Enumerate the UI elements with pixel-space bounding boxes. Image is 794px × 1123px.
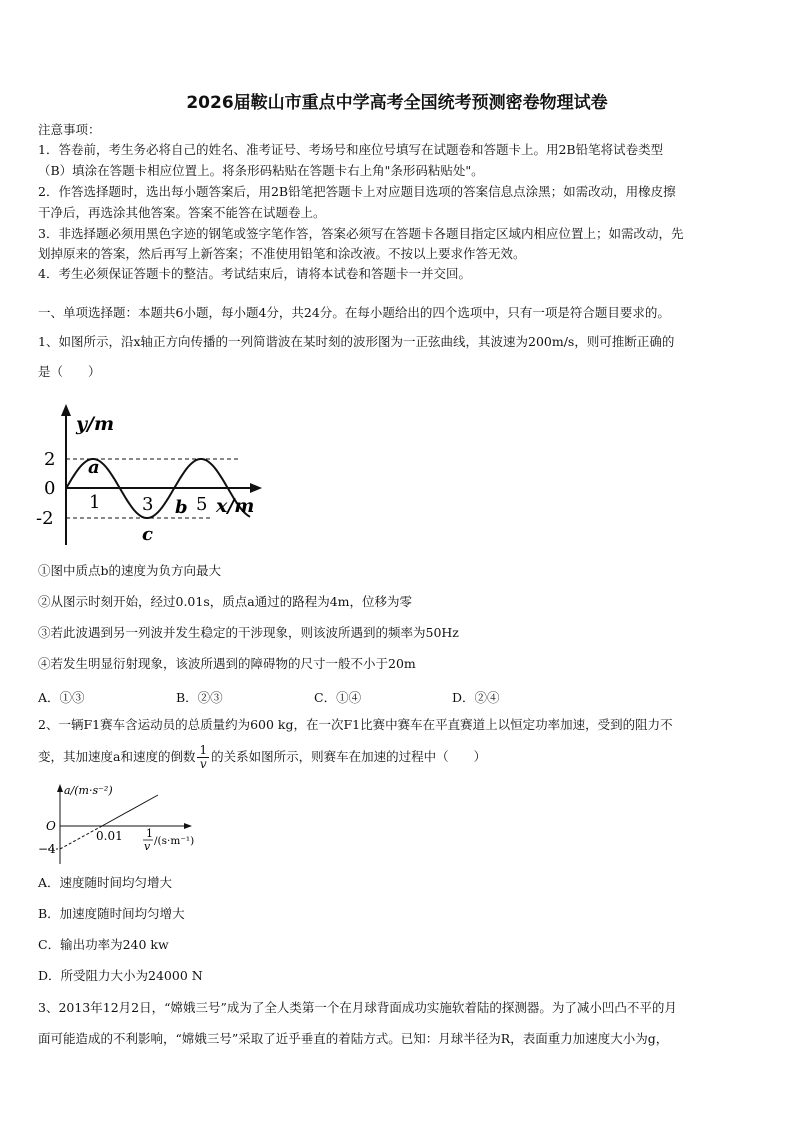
x-tick-001: 0.01 bbox=[96, 829, 123, 843]
point-label-b: b bbox=[175, 497, 188, 518]
notice-line: 1．答卷前，考生务必将自己的姓名、准考证号、考场号和座位号填写在试题卷和答题卡上。用2B铅笔将试卷类型 bbox=[38, 142, 664, 157]
fraction-denominator: v bbox=[199, 757, 207, 771]
notice-line: 3．非选择题必须用黑色字迹的钢笔或签字笔作答，答案必须写在答题卡各题目指定区域内相应位置上；如需改动，先 bbox=[38, 226, 684, 241]
y-axis-arrow-icon bbox=[61, 404, 71, 416]
statement: ④若发生明显衍射现象，该波所遇到的障碍物的尺寸一般不小于20m bbox=[38, 656, 416, 671]
notice-line: 划掉原来的答案，然后再写上新答案；不准使用铅笔和涂改液。不按以上要求作答无效。 bbox=[38, 246, 526, 261]
acceleration-figure bbox=[36, 782, 216, 866]
notice-heading: 注意事项： bbox=[38, 122, 101, 137]
stem-text: 的关系如图所示，则赛车在加速的过程中（ ） bbox=[211, 749, 487, 764]
section-heading: 一、单项选择题：本题共6小题，每小题4分，共24分。在每小题给出的四个选项中，只有一项是符合题目要求的。 bbox=[38, 305, 670, 320]
question-3-stem: 3、2013年12月2日，“嫦娥三号”成为了全人类第一个在月球背面成功实施软着陆的探测器。为了减小凹凸不平的月 bbox=[38, 1000, 677, 1015]
q2-option-a: A．速度随时间均匀增大 bbox=[38, 875, 173, 890]
x-axis-label-unit: /(s·m⁻¹) bbox=[154, 835, 195, 847]
x-axis-label-num: 1 bbox=[146, 827, 153, 840]
y-axis-arrow-icon bbox=[57, 784, 63, 792]
x-axis-arrow-icon bbox=[250, 483, 262, 493]
y-tick-2: 2 bbox=[44, 449, 56, 470]
q2-option-b: B．加速度随时间均匀增大 bbox=[38, 906, 185, 921]
fraction-1-over-v bbox=[197, 744, 209, 771]
statement: ①图中质点b的速度为负方向最大 bbox=[38, 563, 222, 578]
q1-option-b: B．②③ bbox=[176, 690, 223, 705]
origin-label: O bbox=[46, 819, 56, 833]
x-axis-label-den: v bbox=[144, 840, 151, 853]
notice-line: （B）填涂在答题卡相应位置上。将条形码粘贴在答题卡右上角"条形码粘贴处"。 bbox=[38, 163, 484, 178]
point-label-a: a bbox=[88, 457, 100, 478]
question-3-stem-cont: 面可能造成的不利影响，“嫦娥三号”采取了近乎垂直的着陆方式。已知：月球半径为R，表面重力加速度大小为g， bbox=[38, 1031, 669, 1046]
a-line bbox=[102, 795, 158, 826]
question-2-stem-cont bbox=[38, 744, 758, 771]
x-tick-1: 1 bbox=[89, 492, 101, 513]
notice-line: 4．考生必须保证答题卡的整洁。考试结束后，请将本试卷和答题卡一并交回。 bbox=[38, 266, 471, 281]
page-title: 2026届鞍山市重点中学高考全国统考预测密卷物理试卷 bbox=[186, 93, 608, 113]
notice-line: 2．作答选择题时，选出每小题答案后，用2B铅笔把答题卡上对应题目选项的答案信息点涂黑；如需改动，用橡皮擦 bbox=[38, 184, 676, 199]
q2-option-d: D．所受阻力大小为24000 N bbox=[38, 968, 203, 983]
notice-line: 干净后，再选涂其他答案。答案不能答在试题卷上。 bbox=[38, 205, 326, 220]
x-tick-5: 5 bbox=[196, 494, 208, 515]
statement: ②从图示时刻开始，经过0.01s，质点a通过的路程为4m，位移为零 bbox=[38, 594, 413, 609]
y-tick-0: 0 bbox=[44, 478, 56, 499]
y-axis-label: a/(m·s⁻²) bbox=[64, 784, 113, 797]
stem-text: 变，其加速度a和速度的倒数 bbox=[38, 749, 196, 764]
fraction-numerator: 1 bbox=[199, 743, 208, 757]
y-tick-neg4: −4 bbox=[38, 842, 56, 856]
q1-option-a: A．①③ bbox=[38, 690, 85, 705]
y-tick-neg2: -2 bbox=[36, 508, 54, 529]
x-tick-3: 3 bbox=[142, 494, 154, 515]
y-axis-label: y/m bbox=[76, 413, 115, 435]
point-label-c: c bbox=[142, 524, 153, 545]
x-axis-arrow-icon bbox=[184, 823, 192, 829]
q1-option-c: C．①④ bbox=[314, 690, 362, 705]
q2-option-c: C．输出功率为240 kw bbox=[38, 937, 169, 952]
question-1-stem-cont: 是（ ） bbox=[38, 364, 101, 379]
question-1-stem: 1、如图所示，沿x轴正方向传播的一列简谐波在某时刻的波形图为一正弦曲线，其波速为200m/s，则可推断正确的 bbox=[38, 334, 675, 349]
question-2-stem: 2、一辆F1赛车含运动员的总质量约为600 kg，在一次F1比赛中赛车在平直赛道上以恒定功率加速，受到的阻力不 bbox=[38, 717, 673, 732]
wave-figure bbox=[36, 400, 266, 550]
x-axis-label: x/m bbox=[216, 495, 255, 517]
q1-option-d: D．②④ bbox=[452, 690, 500, 705]
statement: ③若此波遇到另一列波并发生稳定的干涉现象，则该波所遇到的频率为50Hz bbox=[38, 625, 459, 640]
